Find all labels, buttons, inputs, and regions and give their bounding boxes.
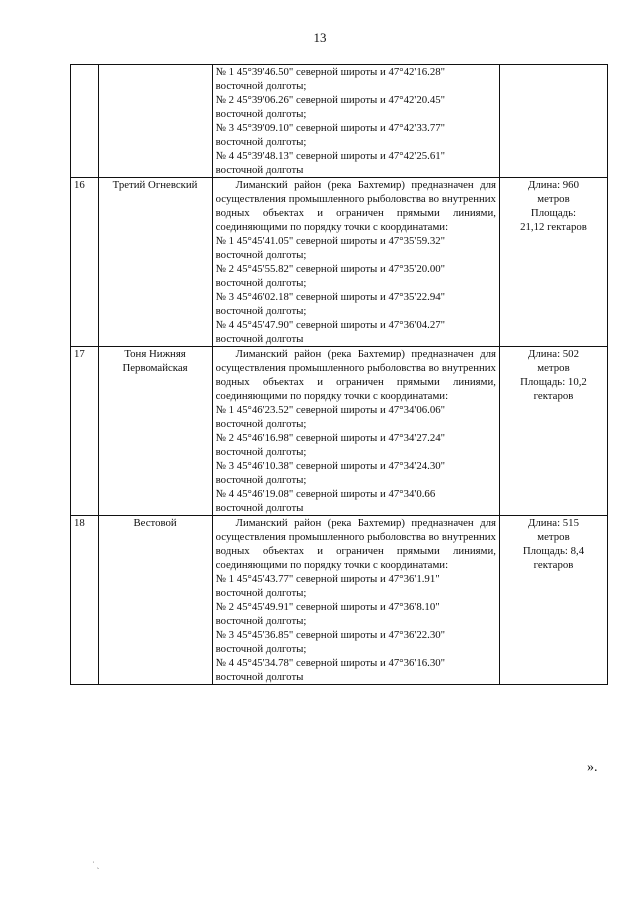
- size-length-unit: метров: [537, 362, 570, 374]
- table-row: [71, 178, 608, 347]
- size-area-unit: 21,12 гектаров: [520, 221, 587, 233]
- size-length: Длина: 960: [527, 179, 579, 191]
- coordinate-line: № 1 45°45'43.77" северной широты и 47°36'1.91": [215, 573, 440, 585]
- site-size: [499, 347, 607, 516]
- row-number: 18: [71, 516, 99, 685]
- size-area: Площадь: 8,4: [522, 545, 585, 557]
- coordinate-tail: восточной долготы: [215, 333, 304, 345]
- coordinate-tail: восточной долготы: [215, 502, 304, 514]
- coordinate-line: № 4 45°46'19.08" северной широты и 47°34'0.66: [215, 488, 436, 500]
- coordinate-tail: восточной долготы;: [215, 418, 307, 430]
- row-number: 17: [71, 347, 99, 516]
- site-description: [212, 516, 499, 685]
- site-size: [499, 65, 607, 178]
- coordinate-line: № 1 45°39'46.50" северной широты и 47°42'16.28": [215, 66, 446, 78]
- coordinate-line: № 3 45°39'09.10" северной широты и 47°42'33.77": [215, 122, 446, 134]
- coordinate-tail: восточной долготы;: [215, 80, 307, 92]
- coordinate-line: № 2 45°39'06.26" северной широты и 47°42'20.45": [215, 94, 446, 106]
- coordinate-tail: восточной долготы;: [215, 615, 307, 627]
- size-area-unit: гектаров: [533, 390, 574, 402]
- coordinate-line: № 2 45°46'16.98" северной широты и 47°34'27.24": [215, 432, 446, 444]
- coordinate-tail: восточной долготы;: [215, 136, 307, 148]
- size-length-unit: метров: [537, 193, 570, 205]
- site-name-line: Тоня Нижняя: [124, 348, 186, 360]
- fishing-sites-table: [70, 64, 608, 685]
- coordinate-line: № 3 45°46'10.38" северной широты и 47°34'24.30": [215, 460, 446, 472]
- coordinate-line: № 2 45°45'55.82" северной широты и 47°35'20.00": [215, 263, 446, 275]
- scan-artifact: ˙ ˏ: [92, 860, 100, 869]
- size-area-unit: гектаров: [533, 559, 574, 571]
- size-length: Длина: 502: [527, 348, 579, 360]
- coordinate-tail: восточной долготы: [215, 671, 304, 683]
- coordinate-line: № 4 45°45'47.90" северной широты и 47°36'04.27": [215, 319, 446, 331]
- site-description: [212, 178, 499, 347]
- table-row: [71, 516, 608, 685]
- site-size: [499, 516, 607, 685]
- coordinate-line: № 1 45°45'41.05" северной широты и 47°35'59.32": [215, 235, 446, 247]
- coordinate-line: № 1 45°46'23.52" северной широты и 47°34'06.06": [215, 404, 446, 416]
- site-description-intro: Лиманский район (река Бахтемир) предназначен для осуществления промышленного рыболовства во внутренних водных объектах и ограничен прямыми линиями, соединяющими по порядку точки с координатами:: [215, 348, 496, 402]
- coordinate-tail: восточной долготы;: [215, 587, 307, 599]
- table-row: [71, 347, 608, 516]
- coordinate-tail: восточной долготы;: [215, 108, 307, 120]
- coordinate-line: № 2 45°45'49.91" северной широты и 47°36'8.10": [215, 601, 440, 613]
- site-name-line: Третий Огневский: [112, 179, 198, 191]
- site-name: [98, 347, 212, 516]
- closing-quote-mark: ».: [587, 760, 598, 775]
- site-name: [98, 516, 212, 685]
- site-name-line: Первомайская: [122, 362, 188, 374]
- row-number: 16: [71, 178, 99, 347]
- size-area: Площадь:: [530, 207, 577, 219]
- site-name: [98, 65, 212, 178]
- coordinate-tail: восточной долготы: [215, 164, 304, 176]
- page-number: 13: [313, 30, 327, 45]
- coordinate-line: № 3 45°46'02.18" северной широты и 47°35'22.94": [215, 291, 446, 303]
- table-row: [71, 65, 608, 178]
- coordinate-tail: восточной долготы;: [215, 305, 307, 317]
- site-name: [98, 178, 212, 347]
- coordinate-tail: восточной долготы;: [215, 446, 307, 458]
- row-number: [71, 65, 99, 178]
- coordinate-tail: восточной долготы;: [215, 249, 307, 261]
- coordinate-line: № 4 45°39'48.13" северной широты и 47°42'25.61": [215, 150, 446, 162]
- coordinate-tail: восточной долготы;: [215, 277, 307, 289]
- coordinate-line: № 4 45°45'34.78" северной широты и 47°36'16.30": [215, 657, 446, 669]
- site-description: [212, 65, 499, 178]
- size-length: Длина: 515: [527, 517, 579, 529]
- size-area: Площадь: 10,2: [520, 376, 587, 388]
- site-description: [212, 347, 499, 516]
- coordinate-tail: восточной долготы;: [215, 474, 307, 486]
- coordinate-tail: восточной долготы;: [215, 643, 307, 655]
- site-description-intro: Лиманский район (река Бахтемир) предназначен для осуществления промышленного рыболовства во внутренних водных объектах и ограничен прямыми линиями, соединяющими по порядку точки с координатами:: [215, 517, 496, 571]
- site-description-intro: Лиманский район (река Бахтемир) предназначен для осуществления промышленного рыболовства во внутренних водных объектах и ограничен прямыми линиями, соединяющими по порядку точки с координатами:: [215, 179, 496, 233]
- coordinate-line: № 3 45°45'36.85" северной широты и 47°36'22.30": [215, 629, 446, 641]
- site-size: [499, 178, 607, 347]
- site-name-line: Вестовой: [133, 517, 177, 529]
- size-length-unit: метров: [537, 531, 570, 543]
